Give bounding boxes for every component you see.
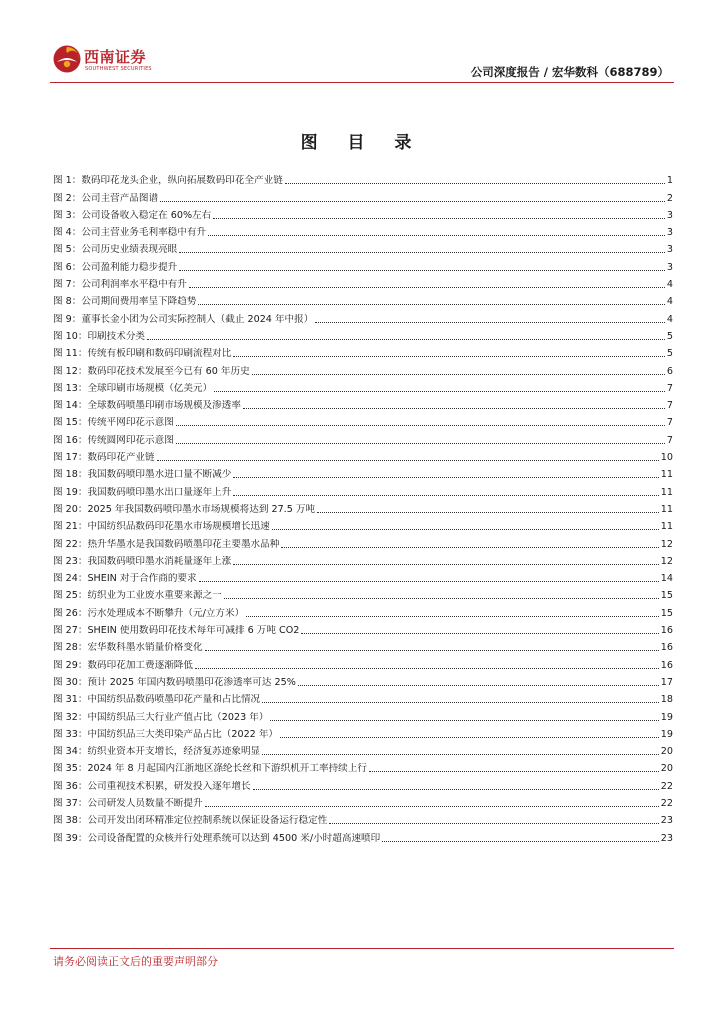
toc-leader-dots bbox=[176, 443, 665, 444]
toc-entry[interactable] bbox=[53, 585, 673, 602]
toc-entry-title: 2024 年 8 月起国内江浙地区涤纶长丝和下游织机开工率持续上行 bbox=[87, 763, 367, 775]
toc-entry-page: 11 bbox=[660, 521, 673, 533]
toc-entry-title: 公司盈利能力稳步提升 bbox=[81, 261, 178, 273]
toc-leader-dots bbox=[270, 720, 658, 721]
company-logo bbox=[52, 44, 152, 78]
toc-entry-title: 公司主营业务毛利率稳中有升 bbox=[81, 227, 207, 239]
toc-entry-label: 图 13： bbox=[53, 382, 88, 394]
toc-entry[interactable] bbox=[53, 533, 673, 550]
toc-entry-title: 公司期间费用率呈下降趋势 bbox=[81, 296, 197, 308]
toc-leader-dots bbox=[329, 823, 658, 824]
toc-entry-page: 20 bbox=[660, 746, 673, 758]
toc-entry-label: 图 5： bbox=[53, 244, 82, 256]
toc-leader-dots bbox=[233, 477, 658, 478]
toc-entry-title: 公司主营产品图谱 bbox=[81, 192, 159, 204]
toc-entry-label: 图 23： bbox=[53, 555, 88, 567]
toc-entry[interactable] bbox=[53, 429, 673, 446]
toc-entry-title: 中国纺织品三大类印染产品占比（2022 年） bbox=[87, 728, 279, 740]
toc-entry-label: 图 15： bbox=[53, 417, 88, 429]
toc-entry[interactable] bbox=[53, 187, 673, 204]
toc-entry-page: 3 bbox=[666, 244, 673, 256]
toc-entry[interactable] bbox=[53, 239, 673, 256]
toc-leader-dots bbox=[252, 374, 665, 375]
toc-entry-label: 图 14： bbox=[53, 400, 88, 412]
toc-entry-title: 传统平网印花示意图 bbox=[87, 417, 174, 429]
toc-entry-title: 中国纺织品数码喷墨印花产量和占比情况 bbox=[87, 694, 261, 706]
toc-leader-dots bbox=[243, 408, 665, 409]
toc-entry[interactable] bbox=[53, 447, 673, 464]
toc-entry-title: 公司设备配置的众核并行处理系统可以达到 4500 米/小时超高速喷印 bbox=[87, 832, 381, 844]
toc-entry-label: 图 21： bbox=[53, 521, 88, 533]
toc-entry-label: 图 8： bbox=[53, 296, 82, 308]
toc-leader-dots bbox=[281, 547, 658, 548]
toc-entry-title: 传统圆网印花示意图 bbox=[87, 434, 174, 446]
toc-leader-dots bbox=[198, 304, 664, 305]
toc-leader-dots bbox=[317, 512, 659, 513]
toc-entry-title: 董事长金小团为公司实际控制人（截止 2024 年中报） bbox=[81, 313, 314, 325]
toc-entry-label: 图 38： bbox=[53, 815, 88, 827]
toc-entry-page: 16 bbox=[660, 659, 673, 671]
toc-entry-page: 7 bbox=[666, 434, 673, 446]
toc-leader-dots bbox=[382, 841, 659, 842]
toc-entry-page: 1 bbox=[666, 175, 673, 187]
toc-leader-dots bbox=[253, 789, 659, 790]
toc-entry-label: 图 25： bbox=[53, 590, 88, 602]
toc-entry-label: 图 28： bbox=[53, 642, 88, 654]
toc-entry-label: 图 6： bbox=[53, 261, 82, 273]
toc-entry-label: 图 29： bbox=[53, 659, 88, 671]
toc-entry-title: 纺织业资本开支增长，经济复苏迹象明显 bbox=[87, 746, 261, 758]
toc-entry-page: 16 bbox=[660, 625, 673, 637]
toc-entry-page: 19 bbox=[660, 711, 673, 723]
toc-entry-page: 16 bbox=[660, 642, 673, 654]
toc-entry[interactable] bbox=[53, 672, 673, 689]
toc-entry[interactable] bbox=[53, 222, 673, 239]
toc-entry-label: 图 36： bbox=[53, 780, 88, 792]
toc-entry-page: 11 bbox=[660, 469, 673, 481]
toc-entry[interactable] bbox=[53, 326, 673, 343]
toc-leader-dots bbox=[189, 287, 665, 288]
toc-entry-label: 图 1： bbox=[53, 175, 82, 187]
toc-entry-label: 图 7： bbox=[53, 279, 82, 291]
toc-entry-page: 4 bbox=[666, 313, 673, 325]
toc-leader-dots bbox=[160, 201, 665, 202]
toc-entry-title: 2025 年我国数码喷印墨水市场规模将达到 27.5 万吨 bbox=[87, 503, 316, 515]
toc-leader-dots bbox=[208, 235, 665, 236]
toc-entry-label: 图 11： bbox=[53, 348, 88, 360]
toc-entry[interactable] bbox=[53, 516, 673, 533]
toc-leader-dots bbox=[214, 391, 665, 392]
toc-entry-page: 14 bbox=[660, 573, 673, 585]
toc-entry[interactable] bbox=[53, 499, 673, 516]
toc-leader-dots bbox=[298, 685, 659, 686]
toc-entry-label: 图 22： bbox=[53, 538, 88, 550]
toc-leader-dots bbox=[272, 529, 659, 530]
toc-entry[interactable] bbox=[53, 758, 673, 775]
toc-entry[interactable] bbox=[53, 637, 673, 654]
toc-entry[interactable] bbox=[53, 620, 673, 637]
toc-entry[interactable] bbox=[53, 256, 673, 273]
toc-entry-label: 图 35： bbox=[53, 763, 88, 775]
toc-leader-dots bbox=[315, 322, 665, 323]
toc-entry[interactable] bbox=[53, 360, 673, 377]
toc-leader-dots bbox=[199, 581, 659, 582]
toc-leader-dots bbox=[213, 218, 665, 219]
toc-leader-dots bbox=[233, 564, 658, 565]
toc-entry[interactable] bbox=[53, 654, 673, 671]
toc-entry-label: 图 10： bbox=[53, 330, 88, 342]
toc-entry[interactable] bbox=[53, 568, 673, 585]
toc-entry-title: 我国数码喷印墨水出口量逐年上升 bbox=[87, 486, 232, 498]
page-title: 图 目 录 bbox=[300, 133, 424, 153]
toc-entry-page: 7 bbox=[666, 417, 673, 429]
toc-entry-title: 传统有板印刷和数码印刷流程对比 bbox=[87, 348, 232, 360]
toc-entry[interactable] bbox=[53, 602, 673, 619]
toc-entry-page: 22 bbox=[660, 797, 673, 809]
toc-entry-page: 10 bbox=[660, 452, 673, 464]
toc-entry[interactable] bbox=[53, 274, 673, 291]
toc-entry-title: 公司开发出闭环精准定位控制系统以保证设备运行稳定性 bbox=[87, 815, 328, 827]
toc-leader-dots bbox=[233, 495, 658, 496]
toc-entry-title: 全球印刷市场规模（亿美元） bbox=[87, 382, 213, 394]
toc-leader-dots bbox=[157, 460, 659, 461]
toc-entry[interactable] bbox=[53, 827, 673, 844]
toc-leader-dots bbox=[233, 356, 665, 357]
toc-entry-title: 中国纺织品数码印花墨水市场规模增长迅速 bbox=[87, 521, 270, 533]
toc-entry-title: SHEIN 使用数码印花技术每年可减排 6 万吨 CO2 bbox=[87, 625, 300, 637]
toc-entry-page: 15 bbox=[660, 607, 673, 619]
toc-entry[interactable] bbox=[53, 741, 673, 758]
toc-entry[interactable] bbox=[53, 395, 673, 412]
toc-leader-dots bbox=[285, 183, 665, 184]
toc-leader-dots bbox=[246, 616, 659, 617]
toc-entry-page: 6 bbox=[666, 365, 673, 377]
toc-entry-label: 图 31： bbox=[53, 694, 88, 706]
toc-entry-label: 图 33： bbox=[53, 728, 88, 740]
toc-entry[interactable] bbox=[53, 205, 673, 222]
toc-entry-title: 我国数码喷印墨水消耗量逐年上涨 bbox=[87, 555, 232, 567]
toc-entry[interactable] bbox=[53, 412, 673, 429]
toc-entry-label: 图 37： bbox=[53, 797, 88, 809]
toc-entry-page: 5 bbox=[666, 330, 673, 342]
toc-entry-page: 15 bbox=[660, 590, 673, 602]
toc-entry-label: 图 4： bbox=[53, 227, 82, 239]
toc-entry-title: 我国数码喷印墨水进口量不断减少 bbox=[87, 469, 232, 481]
toc-entry-page: 11 bbox=[660, 503, 673, 515]
toc-entry[interactable] bbox=[53, 291, 673, 308]
toc-entry-page: 4 bbox=[666, 296, 673, 308]
toc-entry-page: 7 bbox=[666, 400, 673, 412]
toc-leader-dots bbox=[262, 702, 659, 703]
toc-entry-label: 图 27： bbox=[53, 625, 88, 637]
figure-list bbox=[53, 170, 673, 845]
toc-leader-dots bbox=[369, 771, 659, 772]
toc-entry[interactable] bbox=[53, 551, 673, 568]
toc-entry-label: 图 9： bbox=[53, 313, 82, 325]
toc-leader-dots bbox=[224, 598, 659, 599]
toc-entry[interactable] bbox=[53, 464, 673, 481]
toc-entry[interactable] bbox=[53, 343, 673, 360]
toc-entry-label: 图 34： bbox=[53, 746, 88, 758]
toc-entry-title: 宏华数科墨水销量价格变化 bbox=[87, 642, 203, 654]
toc-entry-title: 公司重视技术积累，研发投入逐年增长 bbox=[87, 780, 251, 792]
toc-leader-dots bbox=[147, 339, 665, 340]
footer-divider bbox=[50, 948, 674, 949]
toc-entry[interactable] bbox=[53, 775, 673, 792]
toc-entry-page: 3 bbox=[666, 261, 673, 273]
toc-entry-title: 预计 2025 年国内数码喷墨印花渗透率可达 25% bbox=[87, 676, 296, 688]
toc-entry-page: 3 bbox=[666, 209, 673, 221]
toc-entry-label: 图 16： bbox=[53, 434, 88, 446]
toc-entry-title: 公司研发人员数量不断提升 bbox=[87, 797, 203, 809]
toc-entry-label: 图 32： bbox=[53, 711, 88, 723]
toc-entry-page: 23 bbox=[660, 832, 673, 844]
toc-entry-title: 纺织业为工业废水重要来源之一 bbox=[87, 590, 222, 602]
toc-entry-label: 图 12： bbox=[53, 365, 88, 377]
toc-entry-page: 19 bbox=[660, 728, 673, 740]
toc-leader-dots bbox=[195, 668, 659, 669]
toc-entry-title: 数码印花产业链 bbox=[87, 452, 155, 464]
toc-entry-title: 数码印花加工费逐渐降低 bbox=[87, 659, 193, 671]
toc-entry-title: 公司历史业绩表现亮眼 bbox=[81, 244, 178, 256]
toc-entry-page: 11 bbox=[660, 486, 673, 498]
toc-entry-title: 印刷技术分类 bbox=[87, 330, 146, 342]
toc-entry-page: 4 bbox=[666, 279, 673, 291]
toc-entry[interactable] bbox=[53, 689, 673, 706]
toc-entry-title: 中国纺织品三大行业产值占比（2023 年） bbox=[87, 711, 269, 723]
toc-entry[interactable] bbox=[53, 810, 673, 827]
toc-entry-label: 图 26： bbox=[53, 607, 88, 619]
toc-entry-title: 热升华墨水是我国数码喷墨印花主要墨水品种 bbox=[87, 538, 280, 550]
logo-english-name: SOUTHWEST SECURITIES bbox=[85, 66, 152, 72]
toc-entry-title: SHEIN 对于合作商的要求 bbox=[87, 573, 197, 585]
toc-entry-page: 23 bbox=[660, 815, 673, 827]
toc-entry-label: 图 19： bbox=[53, 486, 88, 498]
toc-entry-title: 数码印花龙头企业，纵向拓展数码印花全产业链 bbox=[81, 175, 283, 187]
toc-entry-label: 图 24： bbox=[53, 573, 88, 585]
toc-entry-label: 图 17： bbox=[53, 452, 88, 464]
toc-entry-label: 图 30： bbox=[53, 676, 88, 688]
toc-entry-label: 图 39： bbox=[53, 832, 88, 844]
toc-entry[interactable] bbox=[53, 793, 673, 810]
toc-leader-dots bbox=[262, 754, 659, 755]
toc-entry-page: 20 bbox=[660, 763, 673, 775]
toc-entry-title: 全球数码喷墨印刷市场规模及渗透率 bbox=[87, 400, 241, 412]
toc-leader-dots bbox=[301, 633, 658, 634]
toc-entry-label: 图 3： bbox=[53, 209, 82, 221]
toc-entry-page: 3 bbox=[666, 227, 673, 239]
footer-notice: 请务必阅读正文后的重要声明部分 bbox=[53, 955, 218, 968]
report-label: 公司深度报告 / 宏华数科（688789） bbox=[470, 65, 669, 79]
toc-leader-dots bbox=[179, 270, 665, 271]
toc-entry[interactable] bbox=[53, 706, 673, 723]
toc-entry[interactable] bbox=[53, 308, 673, 325]
logo-emblem-icon bbox=[52, 44, 82, 74]
toc-leader-dots bbox=[176, 425, 665, 426]
toc-entry-page: 18 bbox=[660, 694, 673, 706]
toc-entry-title: 污水处理成本不断攀升（元/立方米） bbox=[87, 607, 245, 619]
toc-entry-page: 2 bbox=[666, 192, 673, 204]
toc-entry-title: 公司设备收入稳定在 60%左右 bbox=[81, 209, 212, 221]
toc-entry-label: 图 18： bbox=[53, 469, 88, 481]
toc-entry[interactable] bbox=[53, 378, 673, 395]
toc-entry-label: 图 2： bbox=[53, 192, 82, 204]
toc-entry-title: 数码印花技术发展至今已有 60 年历史 bbox=[87, 365, 250, 377]
toc-leader-dots bbox=[280, 737, 659, 738]
logo-chinese-name: 西南证券 bbox=[84, 48, 147, 66]
toc-entry[interactable] bbox=[53, 481, 673, 498]
toc-entry-page: 17 bbox=[660, 676, 673, 688]
toc-entry-label: 图 20： bbox=[53, 503, 88, 515]
toc-entry-page: 7 bbox=[666, 382, 673, 394]
toc-entry-page: 12 bbox=[660, 538, 673, 550]
toc-entry-page: 12 bbox=[660, 555, 673, 567]
toc-leader-dots bbox=[179, 252, 665, 253]
toc-entry-title: 公司利润率水平稳中有升 bbox=[81, 279, 187, 291]
toc-leader-dots bbox=[205, 650, 659, 651]
toc-entry-page: 22 bbox=[660, 780, 673, 792]
toc-entry-page: 5 bbox=[666, 348, 673, 360]
header-divider bbox=[50, 82, 674, 83]
toc-leader-dots bbox=[205, 806, 659, 807]
toc-entry[interactable] bbox=[53, 170, 673, 187]
toc-entry[interactable] bbox=[53, 724, 673, 741]
